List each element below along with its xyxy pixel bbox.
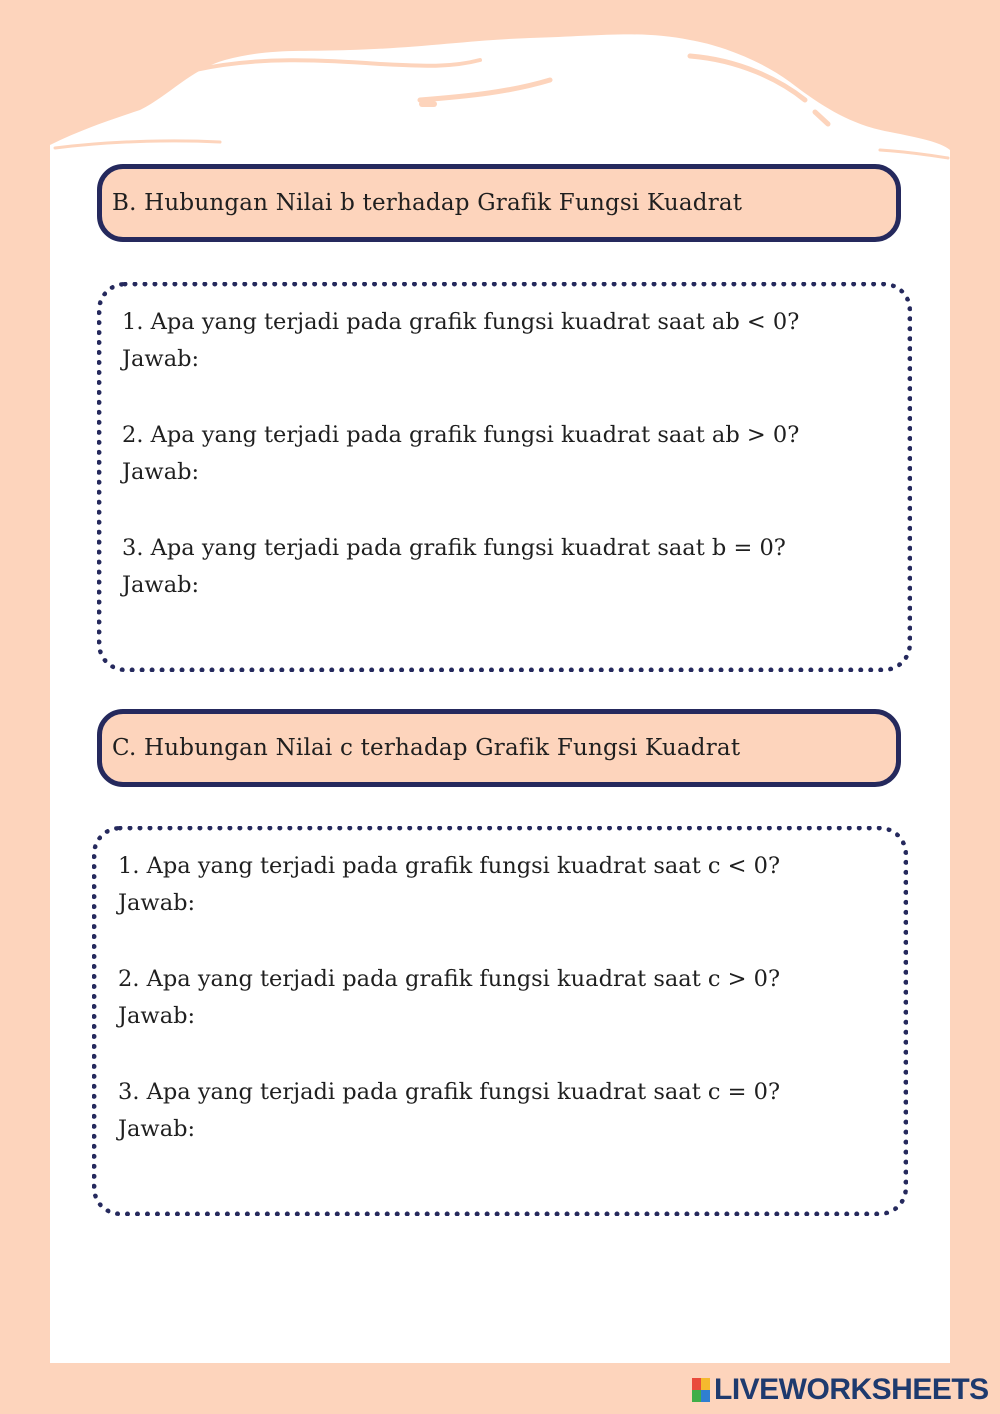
question-text: 2. Apa yang terjadi pada grafik fungsi kuadrat saat c > 0? [118,966,781,992]
section-c-title: C. Hubungan Nilai c terhadap Grafik Fungsi Kuadrat [112,735,741,761]
section-c-header [97,709,901,787]
question-text: 2. Apa yang terjadi pada grafik fungsi kuadrat saat ab > 0? [122,422,800,448]
logo-text: LIVEWORKSHEETS [714,1373,989,1406]
question-text: 3. Apa yang terjadi pada grafik fungsi kuadrat saat c = 0? [118,1079,781,1105]
section-b-question-1 [122,304,799,378]
question-text: 1. Apa yang terjadi pada grafik fungsi kuadrat saat c < 0? [118,853,781,879]
answer-label: Jawab: [122,346,200,372]
answer-label: Jawab: [118,1116,196,1142]
section-c-question-3 [118,1074,780,1148]
question-text: 3. Apa yang terjadi pada grafik fungsi kuadrat saat b = 0? [122,535,786,561]
section-b-title: B. Hubungan Nilai b terhadap Grafik Fungsi Kuadrat [112,190,743,216]
section-c-question-2 [118,961,780,1035]
answer-label: Jawab: [118,890,196,916]
liveworksheets-logo-icon [692,1378,710,1402]
answer-label: Jawab: [122,459,200,485]
question-text: 1. Apa yang terjadi pada grafik fungsi kuadrat saat ab < 0? [122,309,800,335]
section-c-question-1 [118,848,780,922]
answer-label: Jawab: [122,572,200,598]
liveworksheets-logo[interactable] [692,1374,989,1406]
section-b-question-3 [122,530,786,604]
answer-label: Jawab: [118,1003,196,1029]
section-b-question-2 [122,417,799,491]
section-b-header [97,164,901,242]
